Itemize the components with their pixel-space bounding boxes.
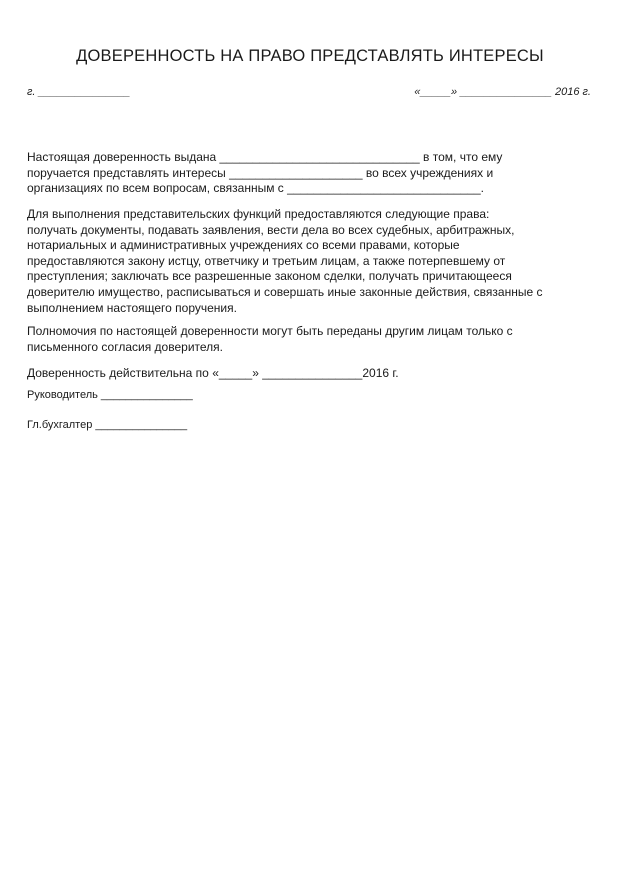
- paragraph-issued-to: Настоящая доверенность выдана ______________________________ в том, что ему поручается представлять интересы ____________________ во всех учреждениях и организациях по всем вопросам, связанным с _____________________________.: [27, 150, 503, 196]
- paragraph-delegation: Полномочия по настоящей доверенности могут быть переданы другим лицам только с письменного согласия доверителя.: [27, 324, 513, 354]
- document-title: ДОВЕРЕННОСТЬ НА ПРАВО ПРЕДСТАВЛЯТЬ ИНТЕРЕСЫ: [76, 47, 544, 65]
- paragraph-validity: Доверенность действительна по «_____» _______________2016 г.: [27, 366, 399, 380]
- accountant-signature-line: Гл.бухгалтер _______________: [27, 419, 188, 431]
- date-line: «_____» _______________ 2016 г.: [414, 86, 591, 98]
- place-line: г. _______________: [27, 86, 131, 98]
- director-signature-line: Руководитель _______________: [27, 389, 193, 401]
- paragraph-rights: Для выполнения представительских функций предоставляются следующие права: получать документы, подавать заявления, вести дела во всех судебных, арбитражных, нотариальных и административных учреждениях со всеми правами, которые предоставляются закону истцу, ответчику и третьим лицам, а также потерпевшему от преступления; заключать все разрешенные законом сделки, получать причитающееся доверителю имущество, расписываться и совершать иные законные действия, связанные с выполнением настоящего поручения.: [27, 207, 543, 315]
